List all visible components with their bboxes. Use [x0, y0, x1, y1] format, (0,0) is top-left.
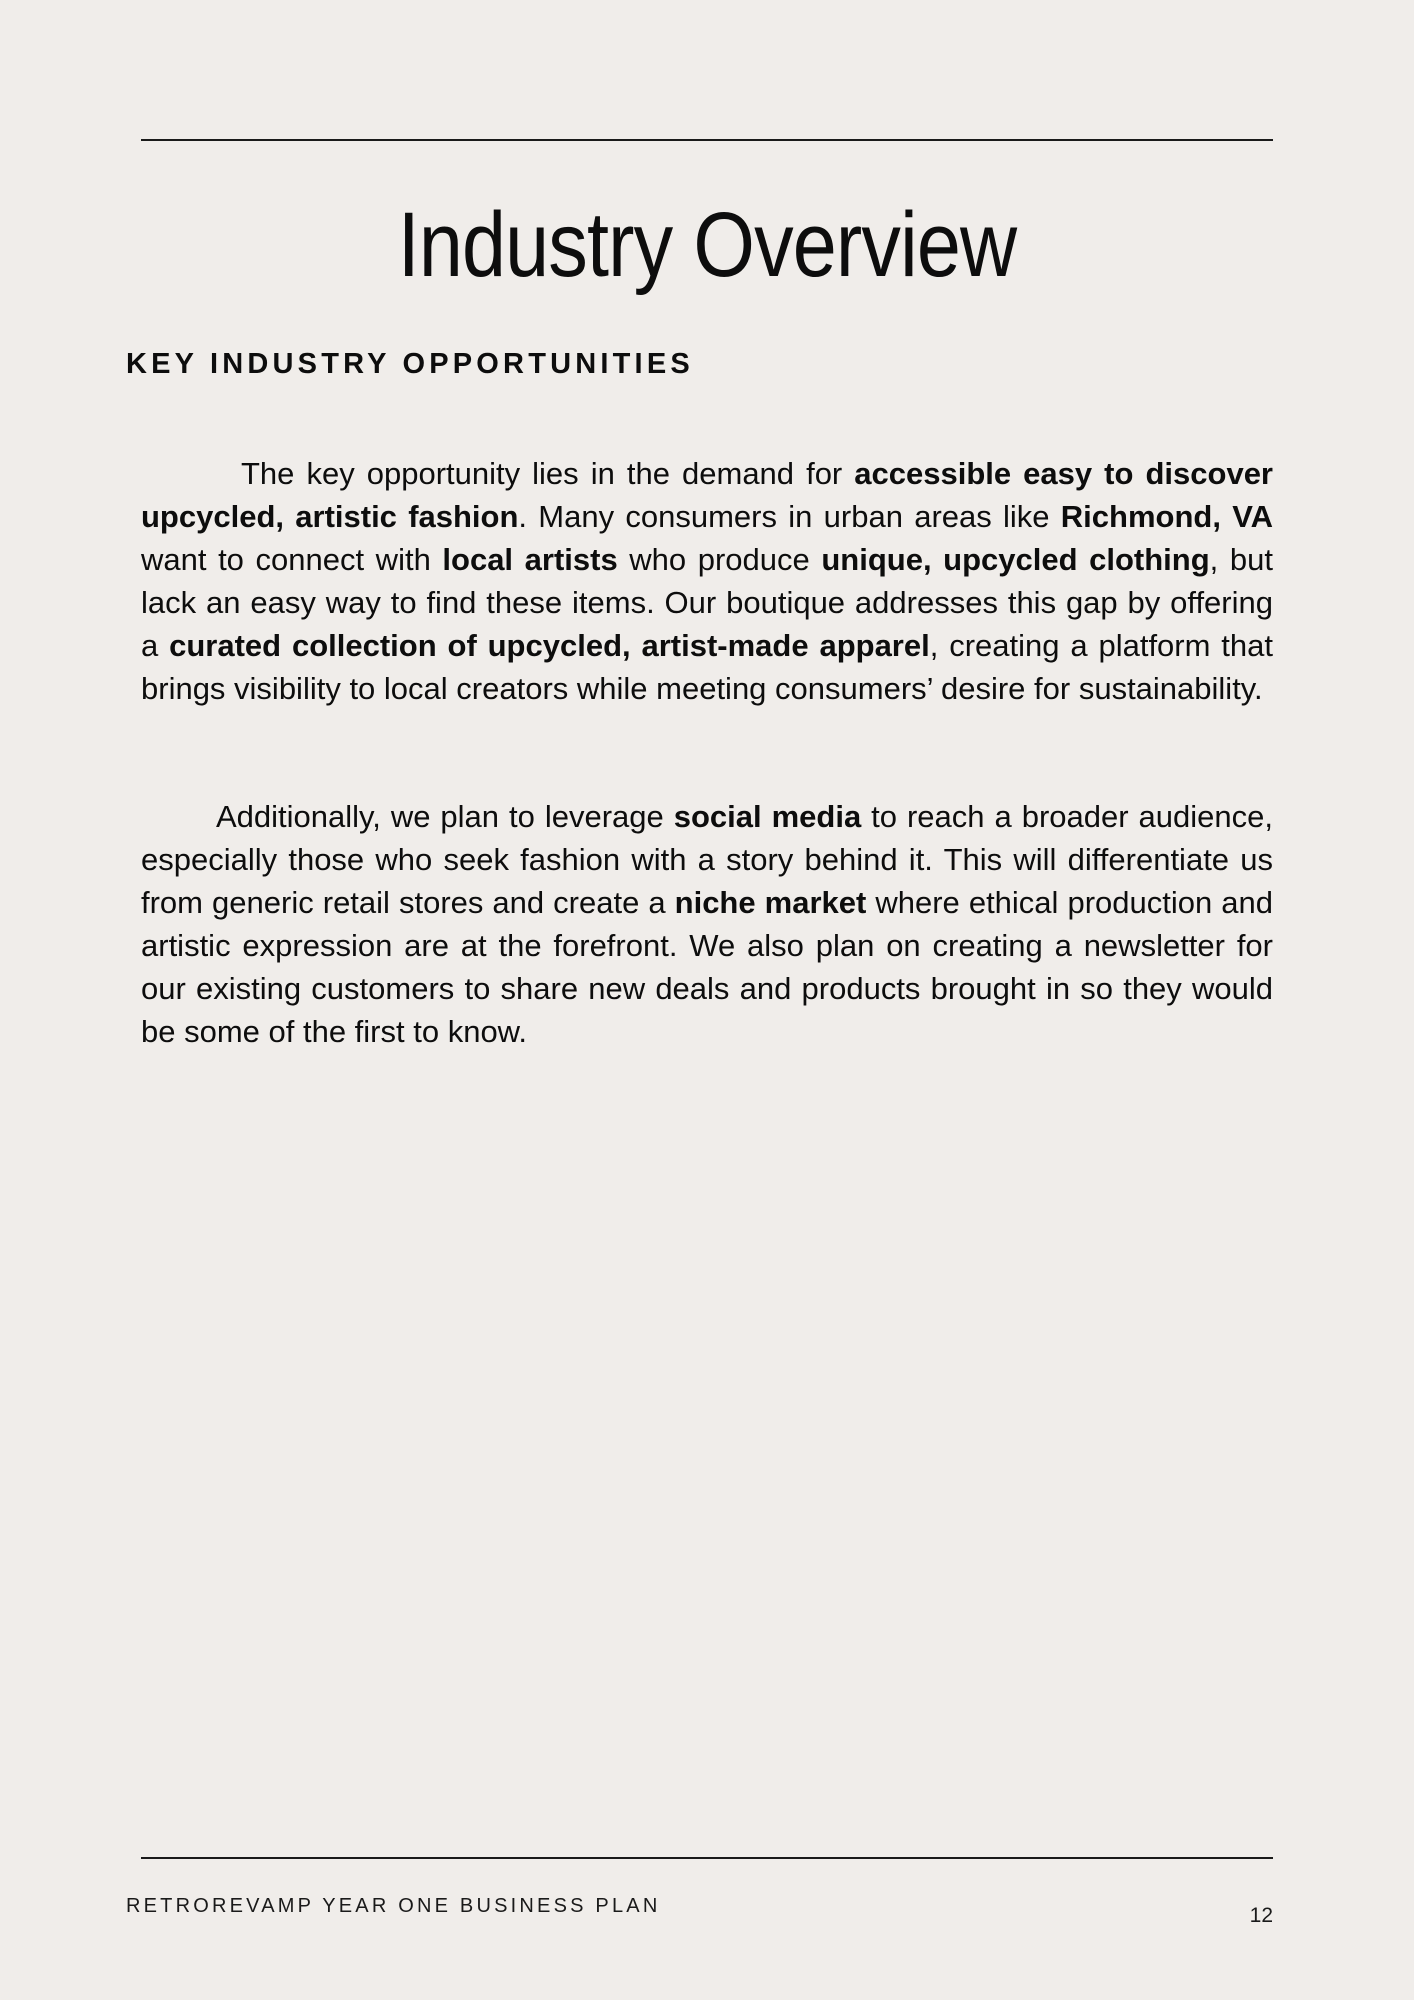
page-title: Industry Overview: [397, 194, 1017, 296]
footer-document-name: RETROREVAMP YEAR ONE BUSINESS PLAN: [126, 1895, 661, 1917]
paragraph-social-media: [141, 795, 1273, 1053]
paragraph-run-bold: curated collection of upcycled, artist-made apparel: [169, 628, 930, 663]
paragraph-run: Additionally, we plan to leverage: [216, 799, 674, 834]
paragraph-run: who produce: [617, 542, 822, 577]
paragraph-run: . Many consumers in urban areas like: [518, 499, 1061, 534]
page-number: 12: [1249, 1904, 1273, 1927]
footer-divider: [141, 1857, 1273, 1859]
paragraph-run-bold: Richmond, VA: [1060, 499, 1273, 534]
paragraph-run: , but lack an easy way to find these items. Our boutique addresses this gap by offering a: [141, 542, 1273, 663]
paragraph-run-bold: local artists: [442, 542, 618, 577]
section-heading: KEY INDUSTRY OPPORTUNITIES: [126, 348, 694, 380]
paragraph-run: where ethical production and artistic expression are at the forefront. We also plan on creating a newsletter for our existing customers to share new deals and products brought in so they would be some of the first to know.: [141, 885, 1273, 1049]
paragraph-run-bold: social media: [673, 799, 862, 834]
paragraph-run-bold: unique, upcycled clothing: [821, 542, 1210, 577]
paragraph-run: The key opportunity lies in the demand for: [241, 456, 855, 491]
paragraph-run: to reach a broader audience, especially those who seek fashion with a story behind it. This will differentiate us from generic retail stores and create a: [141, 799, 1273, 920]
paragraph-run-bold: niche market: [674, 885, 867, 920]
paragraph-run: want to connect with: [141, 542, 443, 577]
paragraph-run: , creating a platform that brings visibility to local creators while meeting consumers’ desire for sustainability.: [141, 628, 1274, 706]
paragraph-key-opportunity: [141, 452, 1273, 710]
paragraph-run-bold: accessible easy to discover upcycled, artistic fashion: [141, 456, 1273, 534]
top-divider: [141, 139, 1273, 141]
